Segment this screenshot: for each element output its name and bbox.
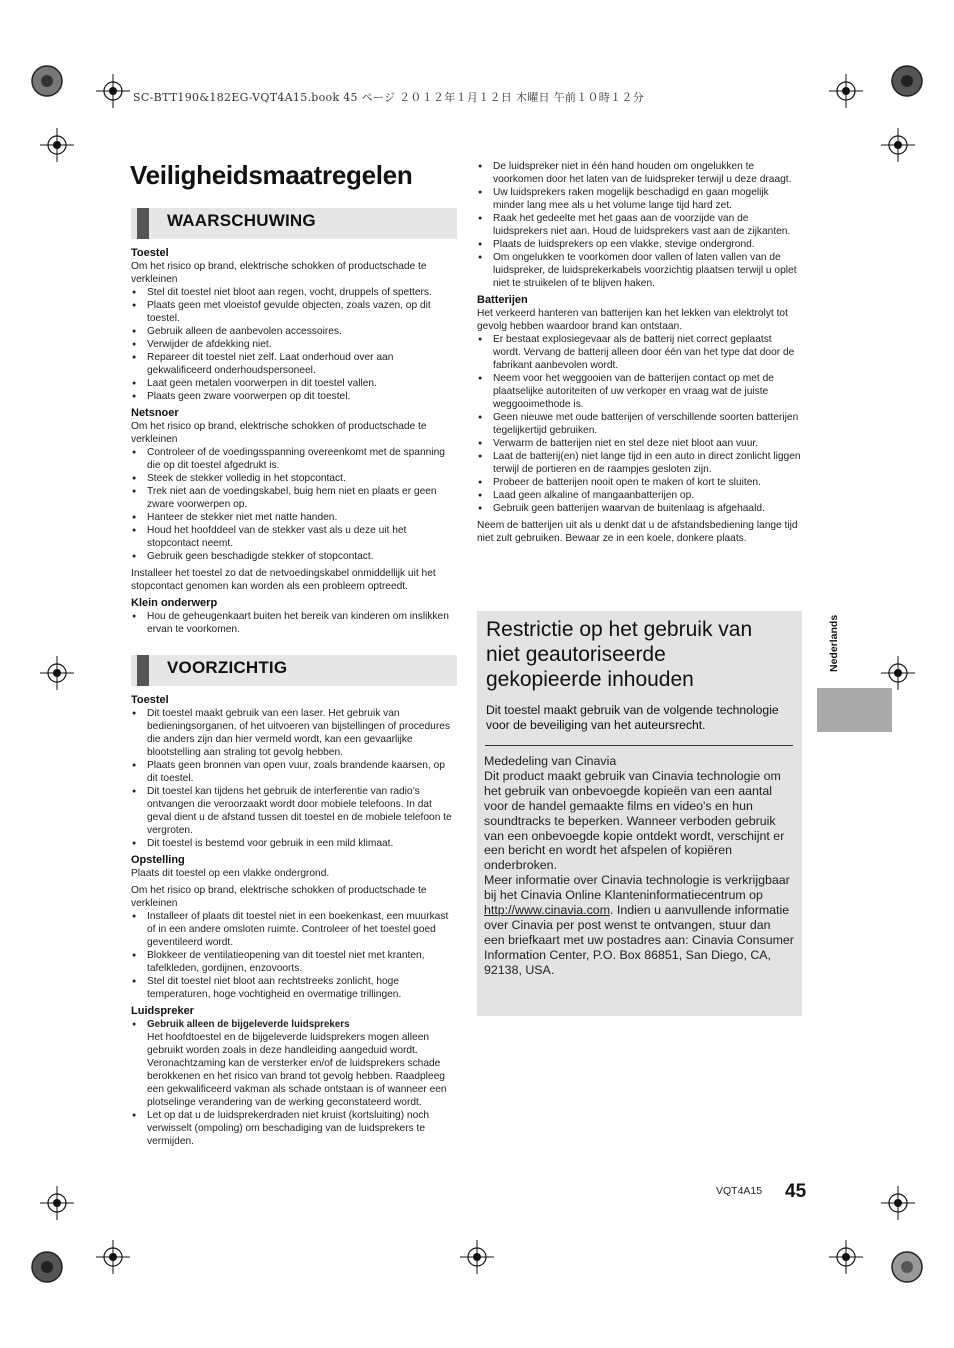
- language-label: Nederlands: [828, 614, 840, 672]
- list-item: ● Laad geen alkaline of mangaanbatterijen op.: [477, 489, 802, 502]
- paragraph: Om het risico op brand, elektrische schokken of productschade te verkleinen: [131, 421, 427, 445]
- bullet-list: [131, 1018, 457, 1148]
- color-wheel-mark-icon: [30, 1250, 64, 1284]
- list-item: ● Trek niet aan de voedingskabel, buig hem niet en plaats er geen zware voorwerpen op.: [131, 485, 457, 511]
- list-item: ● Stel dit toestel niet bloot aan rechtstreeks zonlicht, hoge temperaturen, hoge vochtigheid en overmatige trillingen.: [131, 975, 457, 1001]
- list-item: ● Gebruik alleen de aanbevolen accessoires.: [131, 325, 457, 338]
- list-item: ● Verwijder de afdekking niet.: [131, 338, 457, 351]
- color-wheel-mark-icon: [890, 1250, 924, 1284]
- banner-bar: [137, 655, 149, 686]
- page-number: 45: [785, 1181, 807, 1202]
- banner-bar: [137, 208, 149, 239]
- subheading-klein-onderwerp: Klein onderwerp: [131, 597, 218, 609]
- list-item: ● Gebruik geen batterijen waarvan de buitenlaag is afgehaald.: [477, 502, 802, 515]
- registration-mark-target-icon: [829, 1240, 863, 1274]
- warning-heading: WAARSCHUWING: [167, 211, 316, 230]
- bullet-list: [131, 610, 457, 636]
- list-item: ● Er bestaat explosiegevaar als de batterij niet correct geplaatst wordt. Vervang de batterij alleen door één van het type dat door de fabrikant aanbevolen wordt.: [477, 333, 802, 372]
- right-column: [477, 160, 802, 545]
- paragraph: Plaats dit toestel op een vlakke ondergrond.: [131, 868, 330, 879]
- subheading-netsnoer: Netsnoer: [131, 407, 179, 419]
- list-item: ● Gebruik geen beschadigde stekker of stopcontact.: [131, 550, 457, 563]
- caution-banner: [131, 655, 457, 686]
- bullet-list: [477, 160, 802, 290]
- list-item: ● Om ongelukken te voorkomen door vallen of laten vallen van de luidspreker, de luidsprekerkabels voorzichtig plaatsen terwijl u oplet niet te struikelen of te blijven haken.: [477, 251, 802, 290]
- registration-mark-target-icon: [40, 128, 74, 162]
- warning-banner: [131, 208, 457, 239]
- page-title: Veiligheidsmaatregelen: [130, 160, 413, 190]
- paragraph: Het verkeerd hanteren van batterijen kan het lekken van elektrolyt tot gevolg hebben waardoor brand kan ontstaan.: [477, 308, 788, 332]
- bold-item-label: Gebruik alleen de bijgeleverde luidsprekers: [147, 1019, 350, 1030]
- list-item: [131, 1018, 457, 1109]
- list-item: ● Dit toestel kan tijdens het gebruik de interferentie van radio’s ontvangen die veroorzaakt wordt door mobiele telefoons. In dat geval dient u de afstand tussen dit toestel en de mobiele telefoon te vergroten.: [131, 785, 457, 837]
- list-item: ● Stel dit toestel niet bloot aan regen, vocht, druppels of spetters.: [131, 286, 457, 299]
- bullet-list: [131, 446, 457, 563]
- registration-mark-target-icon: [460, 1240, 494, 1274]
- registration-mark-target-icon: [881, 128, 915, 162]
- subheading-batterijen: Batterijen: [477, 294, 528, 306]
- list-item: ● Plaats geen zware voorwerpen op dit toestel.: [131, 390, 457, 403]
- cinavia-link[interactable]: http://www.cinavia.com: [484, 903, 611, 918]
- list-item: ● Plaats geen met vloeistof gevulde objecten, zoals vazen, op dit toestel.: [131, 299, 457, 325]
- restriction-box: [477, 611, 802, 1016]
- list-item: ● Laat geen metalen voorwerpen in dit toestel vallen.: [131, 377, 457, 390]
- paragraph: Installeer het toestel zo dat de netvoedingskabel onmiddellijk uit het stopcontact genomen kan worden als een probleem optreedt.: [131, 568, 436, 592]
- list-item: ● Raak het gedeelte met het gaas aan de voorzijde van de luidsprekers niet aan. Houd de luidsprekers vast aan de zijkanten.: [477, 212, 802, 238]
- side-tab: [817, 688, 892, 732]
- notice-text: Dit product maakt gebruik van Cinavia technologie om het gebruik van onbevoegde kopieën van een aantal voor de handel gemaakte films en video's en hun soundtracks te beperken. Wanneer verboden gebruik van een onbevoegde kopie ontdekt wordt, verschijnt er een bericht en wordt het afspelen of kopiëren onderbroken.: [484, 768, 785, 873]
- notice-heading: Mededeling van Cinavia: [484, 754, 617, 768]
- document-code: VQT4A15: [716, 1185, 763, 1197]
- divider: [485, 745, 793, 746]
- list-item: ● Neem voor het weggooien van de batterijen contact op met de plaatselijke autoriteiten of uw verkoper en vraag wat de juiste weggooimethode is.: [477, 372, 802, 411]
- list-item: ● Controleer of de voedingsspanning overeenkomt met de spanning die op dit toestel afgedrukt is.: [131, 446, 457, 472]
- list-item: ● Uw luidsprekers raken mogelijk beschadigd en gaan mogelijk minder lang mee als u het volume lange tijd hard zet.: [477, 186, 802, 212]
- list-item: ● Geen nieuwe met oude batterijen of verschillende soorten batterijen tegelijkertijd gebruiken.: [477, 411, 802, 437]
- list-item: ● Repareer dit toestel niet zelf. Laat onderhoud over aan gekwalificeerd onderhoudspersoneel.: [131, 351, 457, 377]
- list-item: ● Probeer de batterijen nooit open te maken of kort te sluiten.: [477, 476, 802, 489]
- list-item: ● De luidspreker niet in één hand houden om ongelukken te voorkomen door het laten van de luidspreker terwijl u deze draagt.: [477, 160, 802, 186]
- list-item: ● Hou de geheugenkaart buiten het bereik van kinderen om inslikken ervan te voorkomen.: [131, 610, 457, 636]
- bullet-list: [131, 286, 457, 403]
- registration-mark-target-icon: [96, 1240, 130, 1274]
- caution-heading: VOORZICHTIG: [167, 658, 288, 677]
- subheading-opstelling: Opstelling: [131, 854, 185, 866]
- restriction-title: Restrictie op het gebruik van niet geautoriseerde gekopieerde inhouden: [486, 618, 753, 691]
- paragraph: Om het risico op brand, elektrische schokken of productschade te verkleinen: [131, 885, 427, 909]
- print-header: SC-BTT190&182EG-VQT4A15.book 45 ページ ２０１２年１月１２日 木曜日 午前１０時１２分: [133, 91, 644, 104]
- registration-mark-target-icon: [881, 1186, 915, 1220]
- list-item: ● Blokkeer de ventilatieopening van dit toestel niet met kranten, tafelkleden, gordijnen, enzovoorts.: [131, 949, 457, 975]
- left-column: [131, 208, 457, 1148]
- list-item: ● Houd het hoofddeel van de stekker vast als u deze uit het stopcontact neemt.: [131, 524, 457, 550]
- registration-mark-target-icon: [829, 74, 863, 108]
- notice-text: [484, 873, 794, 977]
- restriction-intro: Dit toestel maakt gebruik van de volgende technologie voor de beveiliging van het auteursrecht.: [486, 703, 779, 732]
- notice-text-part: Meer informatie over Cinavia technologie is verkrijgbaar bij het Cinavia Online Klanteninformatiecentrum op: [484, 873, 790, 903]
- list-item: ● Hanteer de stekker niet met natte handen.: [131, 511, 457, 524]
- list-item: ● Steek de stekker volledig in het stopcontact.: [131, 472, 457, 485]
- list-item: ● Dit toestel is bestemd voor gebruik in een mild klimaat.: [131, 837, 457, 850]
- list-item: ● Let op dat u de luidsprekerdraden niet kruist (kortsluiting) noch verwisselt (ompoling) om beschadiging van de luidsprekers te vermijden.: [131, 1109, 457, 1148]
- subheading-toestel: Toestel: [131, 247, 169, 259]
- bold-item-text: Het hoofdtoestel en de bijgeleverde luidsprekers mogen alleen gebruikt worden zoals in deze handleiding aangeduid wordt. Veronachtzaming kan de versterker en/of de luidsprekers schade berokkenen en het risico van brand tot gevolg hebben. Raadpleeg een gekwalificeerd vakman als schade ontstaan is of wanneer een plotselinge verandering van de werking geconstateerd wordt.: [147, 1032, 447, 1108]
- registration-mark-target-icon: [881, 656, 915, 690]
- paragraph: Om het risico op brand, elektrische schokken of productschade te verkleinen: [131, 261, 427, 285]
- notice-text-part: . Indien u aanvullende informatie over Cinavia per post wenst te ontvangen, stuur dan een briefkaart met uw postadres aan: Cinavia Consumer Information Center, P.O. Box 86851, San Diego, CA, 92138, USA.: [484, 903, 794, 977]
- bullet-list: [477, 333, 802, 515]
- registration-mark-target-icon: [40, 656, 74, 690]
- list-item: ● Verwarm de batterijen niet en stel deze niet bloot aan vuur.: [477, 437, 802, 450]
- paragraph: Neem de batterijen uit als u denkt dat u de afstandsbediening lange tijd niet zult gebruiken. Bewaar ze in een koele, donkere plaats.: [477, 520, 798, 544]
- color-wheel-mark-icon: [890, 64, 924, 98]
- subheading-luidspreker: Luidspreker: [131, 1005, 194, 1017]
- list-item: ● Plaats geen bronnen van open vuur, zoals brandende kaarsen, op dit toestel.: [131, 759, 457, 785]
- bullet-list: [131, 707, 457, 850]
- list-item: ● Laat de batterij(en) niet lange tijd in een auto in direct zonlicht liggen terwijl de portieren en de raampjes gesloten zijn.: [477, 450, 802, 476]
- registration-mark-target-icon: [96, 74, 130, 108]
- list-item: ● Dit toestel maakt gebruik van een laser. Het gebruik van bedieningsorganen, of het uitvoeren van bijstellingen of procedures die anders zijn dan hier vermeld wordt, kan een gevaarlijke blootstelling aan straling tot gevolg hebben.: [131, 707, 457, 759]
- list-item: ● Installeer of plaats dit toestel niet in een boekenkast, een muurkast of in een andere omsloten ruimte. Controleer of het toestel goed geventileerd wordt.: [131, 910, 457, 949]
- list-item: ● Plaats de luidsprekers op een vlakke, stevige ondergrond.: [477, 238, 802, 251]
- subheading-toestel: Toestel: [131, 694, 169, 706]
- cinavia-notice: [484, 754, 794, 978]
- registration-mark-target-icon: [40, 1186, 74, 1220]
- bullet-list: [131, 910, 457, 1001]
- color-wheel-mark-icon: [30, 64, 64, 98]
